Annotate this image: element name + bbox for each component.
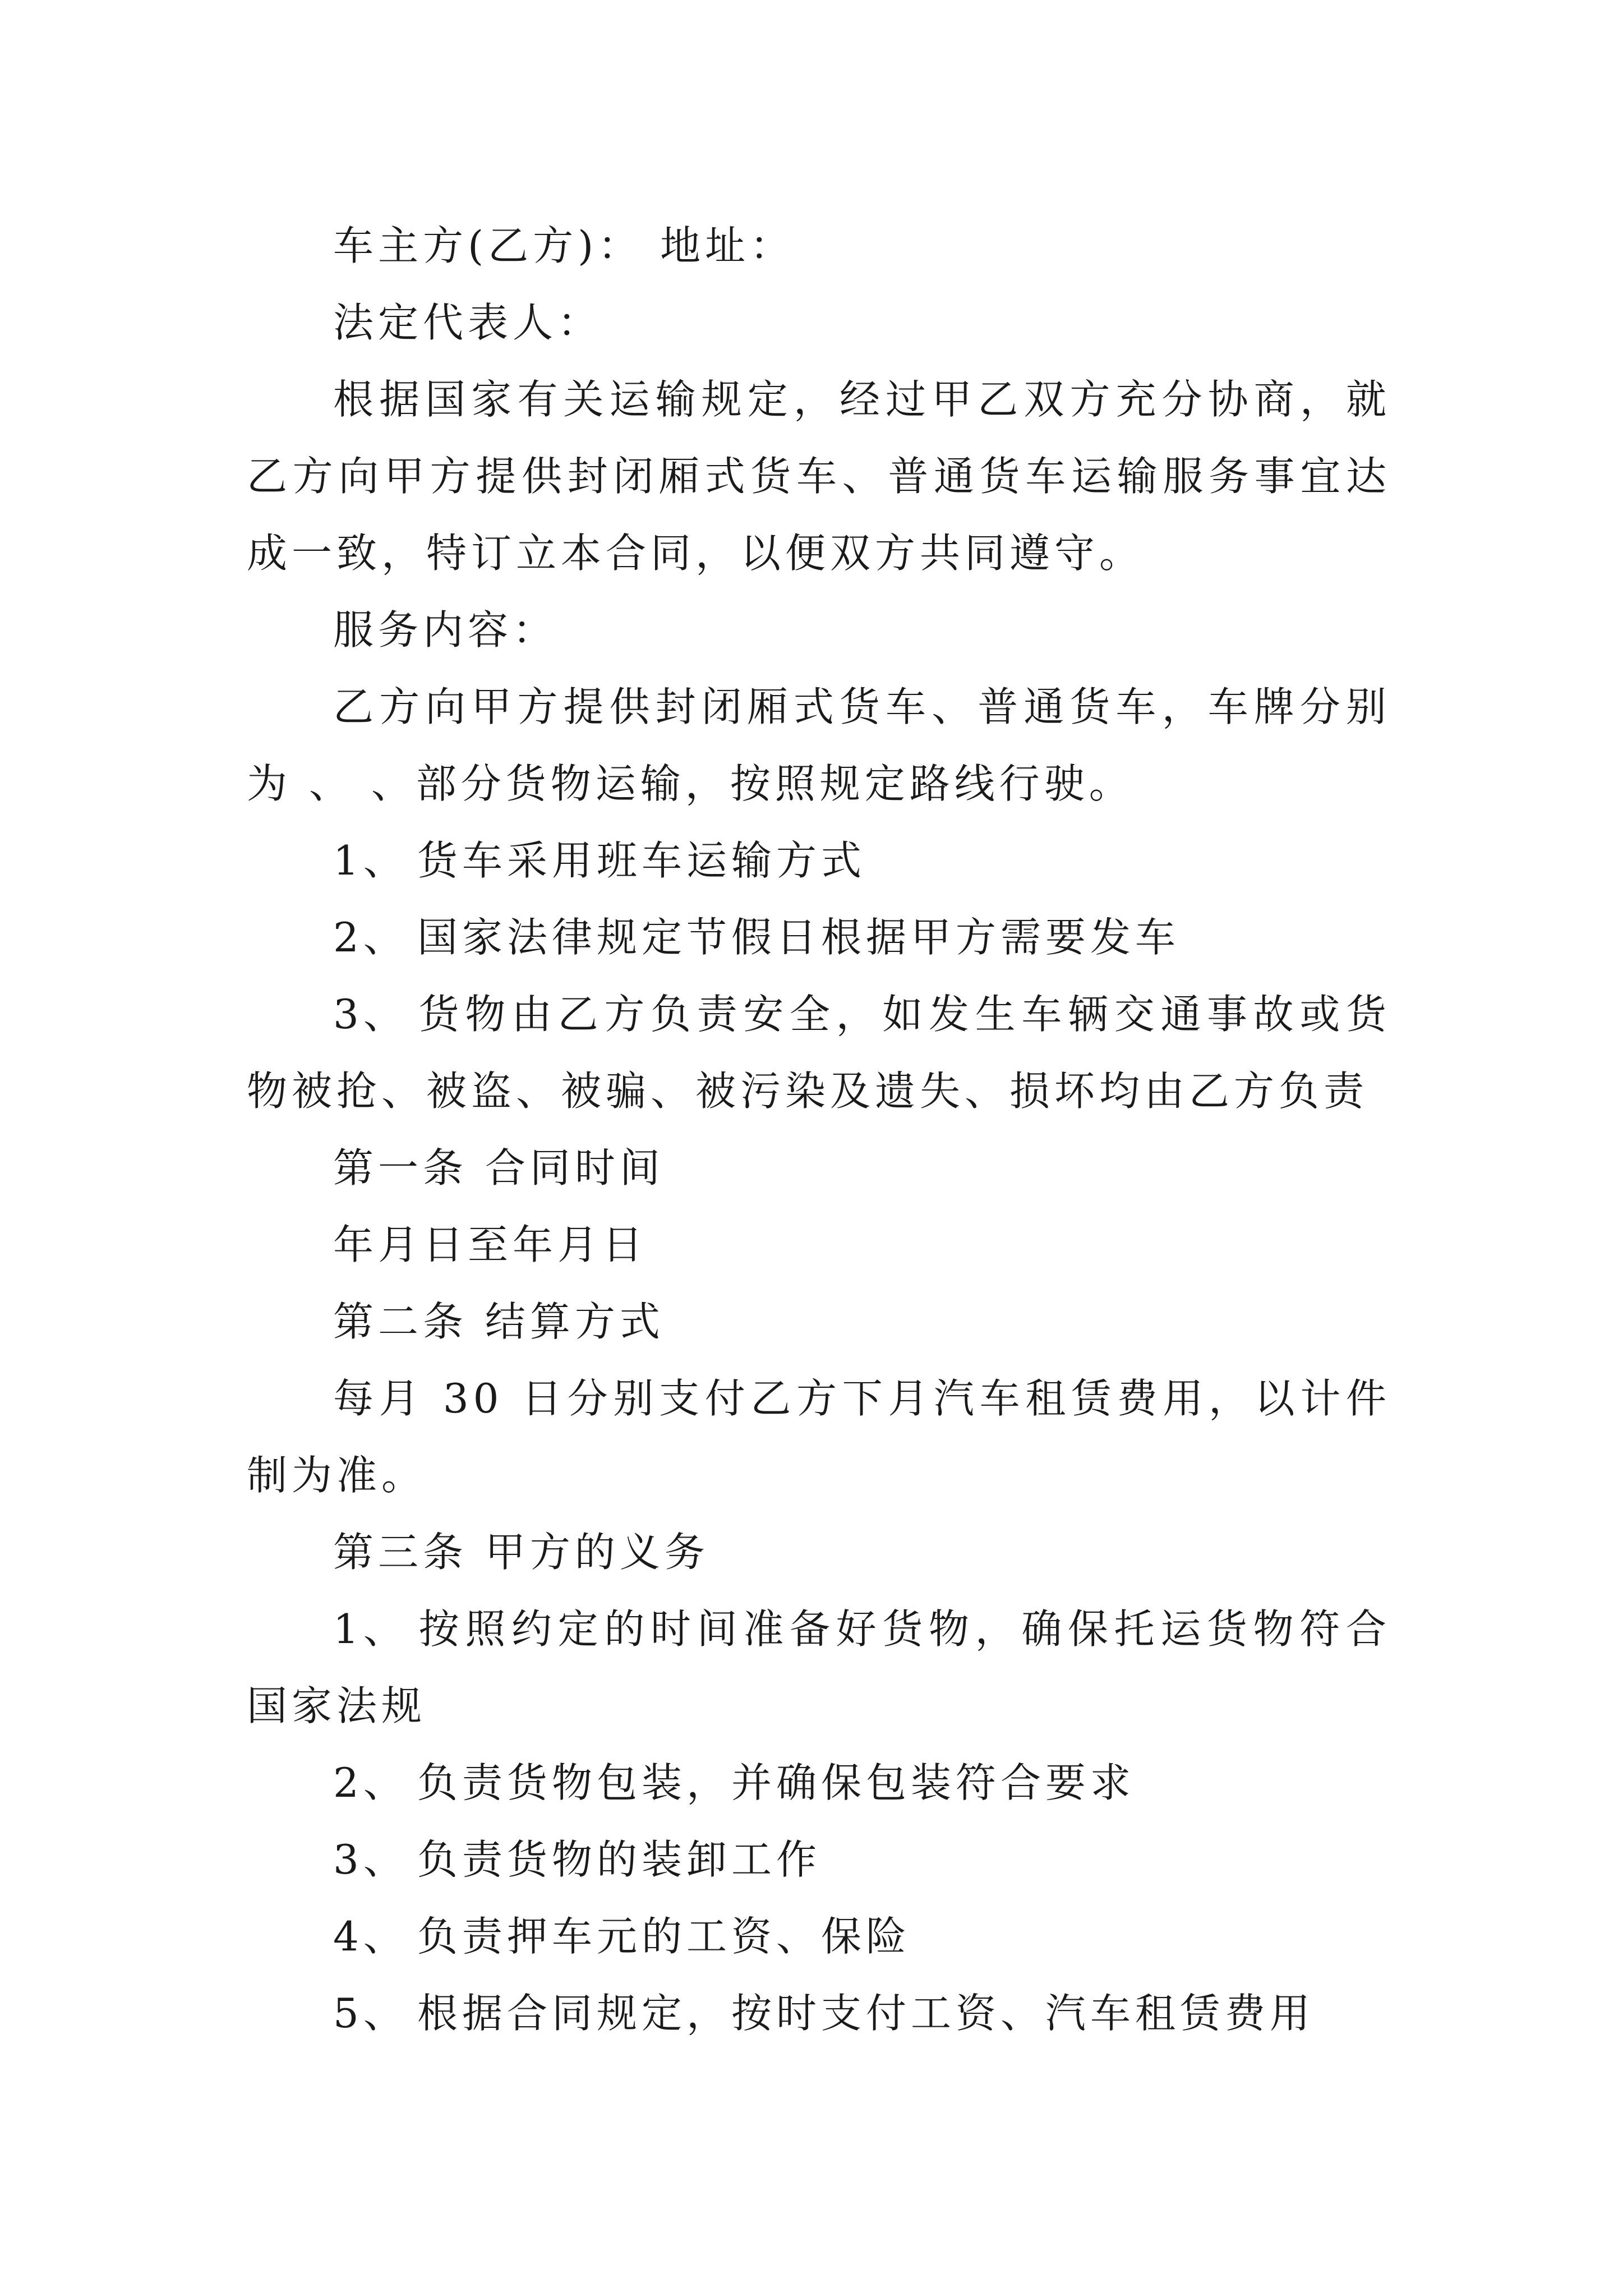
item-text: 根据合同规定，按时支付工资、汽车租赁费用 [417,1990,1315,2037]
paragraph-text: 第三条 甲方的义务 [333,1529,709,1576]
obligation-item [247,1745,1391,1821]
item-text: 负责押车元的工资、保险 [417,1913,911,1960]
item-number: 3、 [333,1836,408,1883]
paragraph-text: 第二条 结算方式 [333,1298,665,1345]
item-number: 1、 [333,1605,408,1653]
obligation-item [247,1898,1391,1975]
party-b-address-line [247,208,1391,284]
item-text: 按照约定的时间准备好货物，确保托运货物符合国家法规 [247,1605,1391,1729]
service-description-paragraph [247,669,1391,822]
paragraph-text: 每月 30 日分别支付乙方下月汽车租赁费用，以计件制为准。 [247,1375,1391,1499]
settlement-paragraph [247,1360,1391,1514]
preamble-paragraph [247,361,1391,592]
item-text: 国家法律规定节假日根据甲方需要发车 [417,914,1181,961]
article-heading [247,1130,1391,1207]
paragraph-text: 车主方(乙方)： 地址： [333,222,795,269]
paragraph-text: 服务内容： [333,606,558,654]
item-text: 货车采用班车运输方式 [417,837,866,884]
document-body [247,208,1391,2052]
item-number: 4、 [333,1913,408,1960]
item-number: 1、 [333,837,408,884]
item-text: 货物由乙方负责安全，如发生车辆交通事故或货物被抢、被盗、被骗、被污染及遗失、损坏均由乙方负责 [247,991,1391,1115]
service-item [247,899,1391,976]
paragraph-text: 第一条 合同时间 [333,1144,665,1191]
paragraph-text: 乙方向甲方提供封闭厢式货车、普通货车，车牌分别为 、 、部分货物运输，按照规定路线行驶。 [247,683,1391,807]
item-text: 负责货物包装，并确保包装符合要求 [417,1759,1136,1806]
item-number: 5、 [333,1990,408,2037]
item-number: 2、 [333,914,408,961]
item-number: 3、 [333,991,408,1038]
article-heading [247,1283,1391,1360]
obligation-item [247,1591,1391,1745]
article-heading [247,1514,1391,1591]
obligation-item [247,1821,1391,1898]
contract-period-line [247,1207,1391,1283]
service-content-heading [247,592,1391,669]
paragraph-text: 根据国家有关运输规定，经过甲乙双方充分协商，就乙方向甲方提供封闭厢式货车、普通货车运输服务事宜达成一致，特订立本合同，以便双方共同遵守。 [247,376,1391,577]
obligation-item [247,1975,1391,2052]
item-text: 负责货物的装卸工作 [417,1836,822,1883]
item-number: 2、 [333,1759,408,1806]
paragraph-text: 法定代表人： [333,299,603,346]
paragraph-text: 年月日至年月日 [333,1221,648,1268]
service-item [247,976,1391,1130]
service-item [247,822,1391,899]
legal-representative-line [247,284,1391,361]
